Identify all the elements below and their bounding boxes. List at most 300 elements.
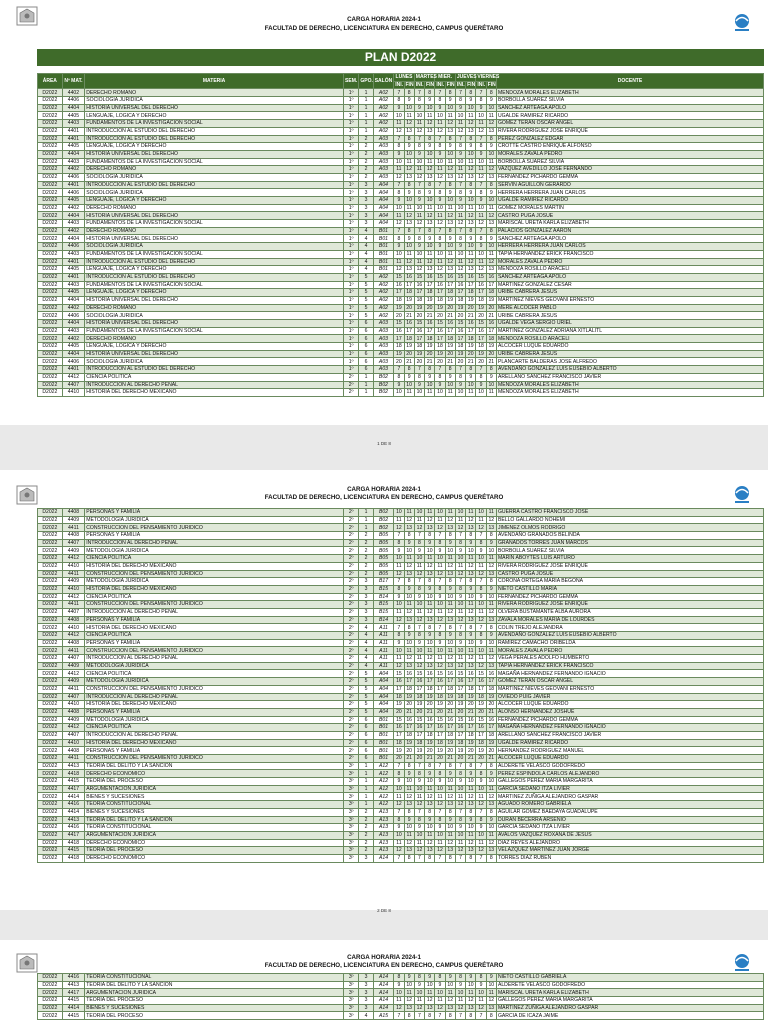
cell-salon: A13 <box>373 824 394 832</box>
cell-mar-fin: 8 <box>425 578 435 586</box>
cell-materia: DERECHO ROMANO <box>85 204 344 212</box>
schedule-table-page-1 <box>37 73 764 397</box>
cell-lun-fin: 11 <box>404 112 414 120</box>
cell-lun-fin: 12 <box>404 655 414 663</box>
col-docente: DOCENTE <box>496 74 763 89</box>
cell-sem: 2º <box>343 578 358 586</box>
cell-jue-ini: 18 <box>455 739 465 747</box>
cell-jue-ini: 15 <box>455 320 465 328</box>
cell-grp: 2 <box>359 166 373 174</box>
cell-mar-ini: 9 <box>414 243 424 251</box>
cell-lun-fin: 11 <box>404 647 414 655</box>
cell-lun-ini: 12 <box>394 220 404 228</box>
cell-sem: 1º <box>343 166 358 174</box>
cell-materia: INTRODUCCION AL ESTUDIO DEL DERECHO <box>85 273 344 281</box>
cell-jue-fin: 10 <box>466 639 476 647</box>
cell-docente: MARIN ABOYTES LUIS ARTURO <box>496 555 763 563</box>
cell-salon: A03 <box>373 158 394 166</box>
cell-grp: 1 <box>359 516 373 524</box>
cell-docente: OVIEDO PUIG JAVIER <box>496 693 763 701</box>
cell-lun-ini: 16 <box>394 678 404 686</box>
cell-materia: CONSTRUCCION DEL PENSAMIENTO JURIDICO <box>85 755 344 763</box>
cell-vie-ini: 8 <box>476 235 486 243</box>
table-row <box>38 685 764 693</box>
cell-vie-ini: 10 <box>476 509 486 517</box>
cell-vie-ini: 11 <box>476 793 486 801</box>
cell-lun-ini: 10 <box>394 204 404 212</box>
cell-grp: 6 <box>359 335 373 343</box>
cell-jue-ini: 19 <box>455 304 465 312</box>
cell-lun-fin: 12 <box>404 212 414 220</box>
cell-grp: 3 <box>359 974 373 982</box>
table-row <box>38 1012 764 1020</box>
cell-salon: A02 <box>373 112 394 120</box>
cell-mar-fin: 17 <box>425 327 435 335</box>
cell-lun-fin: 16 <box>404 273 414 281</box>
cell-salon: B02 <box>373 516 394 524</box>
cell-vie-ini: 15 <box>476 320 486 328</box>
cell-sem: 3º <box>343 824 358 832</box>
table-row <box>38 770 764 778</box>
cell-jue-ini: 17 <box>455 335 465 343</box>
cell-jue-fin: 17 <box>466 724 476 732</box>
cell-materia: LENGUAJE, LOGICA Y DERECHO <box>85 112 344 120</box>
cell-materia: FUNDAMENTOS DE LA INVESTIGACION SOCIAL <box>85 158 344 166</box>
cell-docente: HERNANDEZ RODRIGUEZ MANUEL <box>496 747 763 755</box>
cell-jue-fin: 18 <box>466 731 476 739</box>
cell-mie-fin: 19 <box>445 693 455 701</box>
cell-jue-ini: 7 <box>455 1012 465 1020</box>
cell-mar-ini: 8 <box>414 189 424 197</box>
cell-vie-fin: 12 <box>486 655 496 663</box>
table-row <box>38 350 764 358</box>
cell-salon: A03 <box>373 320 394 328</box>
cell-lun-ini: 19 <box>394 350 404 358</box>
cell-jue-fin: 10 <box>466 547 476 555</box>
cell-area: D2022 <box>38 97 63 105</box>
cell-salon: A14 <box>373 974 394 982</box>
cell-materia: ARGUMENTACION JURIDICA <box>85 785 344 793</box>
cell-mie-fin: 18 <box>445 289 455 297</box>
cell-mar-fin: 13 <box>425 1004 435 1012</box>
cell-grp: 2 <box>359 135 373 143</box>
cell-mie-ini: 11 <box>435 608 445 616</box>
cell-docente: FERNANDEZ PICHARDO GEMMA <box>496 716 763 724</box>
cell-lun-ini: 19 <box>394 701 404 709</box>
cell-jue-fin: 8 <box>466 366 476 374</box>
table-row <box>38 189 764 197</box>
cell-jue-ini: 11 <box>455 212 465 220</box>
table-row <box>38 304 764 312</box>
cell-jue-ini: 16 <box>455 724 465 732</box>
cell-sem: 1º <box>343 173 358 181</box>
cell-mar-fin: 21 <box>425 358 435 366</box>
cell-grp: 6 <box>359 358 373 366</box>
cell-docente: HERRERA HERRERA JUAN CARLOS <box>496 243 763 251</box>
cell-mar-ini: 15 <box>414 670 424 678</box>
cell-vie-fin: 19 <box>486 693 496 701</box>
cell-vie-ini: 9 <box>476 381 486 389</box>
cell-mar-ini: 17 <box>414 335 424 343</box>
cell-mar-fin: 10 <box>425 104 435 112</box>
cell-lun-ini: 7 <box>394 532 404 540</box>
cell-grp: 3 <box>359 212 373 220</box>
cell-mar-fin: 10 <box>425 381 435 389</box>
cell-mie-ini: 9 <box>435 104 445 112</box>
cell-mie-ini: 8 <box>435 143 445 151</box>
col-ini: INI. <box>477 81 486 88</box>
cell-mar-ini: 9 <box>414 824 424 832</box>
cell-jue-ini: 11 <box>455 258 465 266</box>
cell-vie-ini: 7 <box>476 578 486 586</box>
cell-vie-ini: 11 <box>476 258 486 266</box>
cell-lun-fin: 8 <box>404 762 414 770</box>
cell-lun-fin: 11 <box>404 509 414 517</box>
cell-materia: CIENCIA POLITICA <box>85 555 344 563</box>
cell-mar-fin: 10 <box>425 197 435 205</box>
cell-lun-fin: 19 <box>404 693 414 701</box>
cell-materia: LENGUAJE, LOGICA Y DERECHO <box>85 289 344 297</box>
cell-salon: A13 <box>373 831 394 839</box>
table-row <box>38 616 764 624</box>
table-row <box>38 670 764 678</box>
cell-jue-fin: 10 <box>466 197 476 205</box>
cell-mie-fin: 21 <box>445 312 455 320</box>
cell-lun-ini: 16 <box>394 724 404 732</box>
cell-jue-fin: 20 <box>466 701 476 709</box>
cell-mie-ini: 20 <box>435 312 445 320</box>
table-row <box>38 289 764 297</box>
cell-mar-ini: 7 <box>414 366 424 374</box>
cell-sem: 1º <box>343 227 358 235</box>
cell-materia: DERECHO ROMANO <box>85 335 344 343</box>
cell-nmat: 4401 <box>62 366 85 374</box>
cell-mar-ini: 11 <box>414 997 424 1005</box>
cell-grp: 1 <box>359 112 373 120</box>
cell-lun-fin: 17 <box>404 281 414 289</box>
cell-jue-fin: 12 <box>466 655 476 663</box>
cell-mar-fin: 8 <box>425 762 435 770</box>
cell-vie-ini: 7 <box>476 89 486 97</box>
cell-jue-fin: 10 <box>466 150 476 158</box>
cell-vie-fin: 8 <box>486 181 496 189</box>
cell-docente: MARISCAL URETA KARLA ELIZABETH <box>496 989 763 997</box>
cell-lun-fin: 11 <box>404 785 414 793</box>
cell-docente: PEREZ ESPINDOLA CARLOS ALEJANDRO <box>496 770 763 778</box>
cell-mie-ini: 12 <box>435 524 445 532</box>
cell-mie-fin: 11 <box>445 204 455 212</box>
cell-mie-ini: 10 <box>435 601 445 609</box>
cell-grp: 1 <box>359 524 373 532</box>
table-row <box>38 173 764 181</box>
cell-lun-fin: 9 <box>404 97 414 105</box>
cell-area: D2022 <box>38 358 63 366</box>
cell-jue-ini: 8 <box>455 235 465 243</box>
table-row <box>38 320 764 328</box>
cell-vie-ini: 10 <box>476 555 486 563</box>
cell-mar-ini: 20 <box>414 358 424 366</box>
cell-mar-ini: 12 <box>414 266 424 274</box>
cell-jue-fin: 18 <box>466 685 476 693</box>
cell-lun-fin: 8 <box>404 227 414 235</box>
table-row <box>38 120 764 128</box>
cell-jue-fin: 19 <box>466 296 476 304</box>
cell-vie-fin: 10 <box>486 824 496 832</box>
cell-mar-ini: 12 <box>414 662 424 670</box>
cell-vie-fin: 18 <box>486 335 496 343</box>
cell-sem: 1º <box>343 150 358 158</box>
cell-nmat: 4415 <box>62 778 85 786</box>
cell-lun-fin: 18 <box>404 289 414 297</box>
cell-docente: MARTINEZ NIEVES GEOVANI ERNESTO <box>496 685 763 693</box>
cell-jue-ini: 20 <box>455 358 465 366</box>
cell-materia: FUNDAMENTOS DE LA INVESTIGACION SOCIAL <box>85 281 344 289</box>
cell-mie-ini: 9 <box>435 981 445 989</box>
cell-nmat: 4404 <box>62 235 85 243</box>
cell-mar-fin: 21 <box>425 708 435 716</box>
table-row <box>38 624 764 632</box>
cell-mar-ini: 12 <box>414 173 424 181</box>
cell-jue-fin: 8 <box>466 532 476 540</box>
cell-mar-fin: 11 <box>425 989 435 997</box>
cell-sem: 1º <box>343 181 358 189</box>
cell-materia: TEORIA DEL DELITO Y LA SANCION <box>85 981 344 989</box>
cell-mie-ini: 10 <box>435 647 445 655</box>
cell-mar-ini: 12 <box>414 801 424 809</box>
cell-sem: 1º <box>343 243 358 251</box>
table-row <box>38 143 764 151</box>
cell-mar-fin: 11 <box>425 250 435 258</box>
cell-docente: URIBE CABRERA JESUS <box>496 312 763 320</box>
cell-jue-ini: 12 <box>455 801 465 809</box>
cell-salon: B17 <box>373 578 394 586</box>
cell-jue-ini: 10 <box>455 112 465 120</box>
cell-jue-ini: 10 <box>455 158 465 166</box>
cell-mar-ini: 9 <box>414 381 424 389</box>
cell-docente: NIETO CASTILLO MARIA <box>496 585 763 593</box>
cell-mie-fin: 17 <box>445 678 455 686</box>
cell-vie-ini: 18 <box>476 343 486 351</box>
cell-sem: 2º <box>343 532 358 540</box>
cell-area: D2022 <box>38 724 63 732</box>
cell-grp: 2 <box>359 831 373 839</box>
cell-vie-fin: 9 <box>486 235 496 243</box>
cell-nmat: 4402 <box>62 227 85 235</box>
cell-area: D2022 <box>38 127 63 135</box>
cell-nmat: 4411 <box>62 755 85 763</box>
cell-mie-fin: 21 <box>445 358 455 366</box>
cell-mar-fin: 17 <box>425 724 435 732</box>
table-row <box>38 578 764 586</box>
cell-mar-fin: 12 <box>425 608 435 616</box>
cell-grp: 2 <box>359 532 373 540</box>
cell-nmat: 4405 <box>62 143 85 151</box>
cell-sem: 2º <box>343 373 358 381</box>
col-area: ÁREA <box>38 74 63 89</box>
cell-docente: URIBE CABRERA JESUS <box>496 350 763 358</box>
col-viernes: VIERNES <box>477 74 500 81</box>
cell-mar-fin: 8 <box>425 624 435 632</box>
cell-lun-fin: 12 <box>404 120 414 128</box>
cell-area: D2022 <box>38 312 63 320</box>
cell-mar-fin: 9 <box>425 632 435 640</box>
cell-docente: RIVERA RODRIGUEZ JOSE ENRIQUE <box>496 127 763 135</box>
cell-lun-fin: 11 <box>404 158 414 166</box>
cell-mar-ini: 8 <box>414 974 424 982</box>
cell-lun-ini: 15 <box>394 320 404 328</box>
cell-lun-ini: 10 <box>394 112 404 120</box>
cell-nmat: 4412 <box>62 670 85 678</box>
cell-lun-fin: 9 <box>404 770 414 778</box>
cell-jue-ini: 15 <box>455 670 465 678</box>
cell-mar-ini: 8 <box>414 816 424 824</box>
cell-sem: 3º <box>343 1004 358 1012</box>
cell-materia: TEORIA DEL PROCESO <box>85 1012 344 1020</box>
cell-materia: CONSTRUCCION DEL PENSAMIENTO JURIDICO <box>85 647 344 655</box>
cell-grp: 3 <box>359 616 373 624</box>
cell-nmat: 4414 <box>62 1004 85 1012</box>
col-jueves: JUEVES <box>456 74 477 81</box>
document-page-1 <box>0 0 768 446</box>
cell-lun-fin: 10 <box>404 981 414 989</box>
cell-docente: ALONSO HERNANDEZ JOSHUE <box>496 708 763 716</box>
table-row <box>38 662 764 670</box>
cell-mie-fin: 10 <box>445 547 455 555</box>
cell-jue-ini: 7 <box>455 854 465 862</box>
cell-area: D2022 <box>38 839 63 847</box>
cell-docente: GARCIA SEDANO ITZA LIVIER <box>496 785 763 793</box>
cell-materia: INTRODUCCION AL DERECHO PENAL <box>85 655 344 663</box>
cell-lun-ini: 8 <box>394 770 404 778</box>
cell-lun-fin: 10 <box>404 243 414 251</box>
cell-sem: 1º <box>343 258 358 266</box>
cell-vie-fin: 8 <box>486 762 496 770</box>
cell-jue-fin: 19 <box>466 739 476 747</box>
cell-area: D2022 <box>38 739 63 747</box>
cell-vie-fin: 13 <box>486 570 496 578</box>
cell-area: D2022 <box>38 670 63 678</box>
cell-materia: DERECHO ECONOMICO <box>85 854 344 862</box>
cell-area: D2022 <box>38 150 63 158</box>
cell-docente: CASTRO PUGA JOSUE <box>496 570 763 578</box>
cell-sem: 2º <box>343 755 358 763</box>
cell-vie-fin: 21 <box>486 358 496 366</box>
cell-mie-fin: 9 <box>445 539 455 547</box>
document-page-3 <box>0 940 768 1024</box>
cell-vie-ini: 9 <box>476 104 486 112</box>
cell-salon: B14 <box>373 616 394 624</box>
cell-mie-fin: 12 <box>445 839 455 847</box>
cell-vie-fin: 13 <box>486 266 496 274</box>
cell-vie-ini: 17 <box>476 685 486 693</box>
cell-area: D2022 <box>38 327 63 335</box>
cell-vie-fin: 13 <box>486 847 496 855</box>
cell-vie-ini: 10 <box>476 158 486 166</box>
cell-mie-ini: 8 <box>435 585 445 593</box>
cell-mar-ini: 15 <box>414 273 424 281</box>
cell-vie-ini: 10 <box>476 250 486 258</box>
cell-grp: 2 <box>359 555 373 563</box>
cell-jue-ini: 8 <box>455 189 465 197</box>
cell-lun-fin: 9 <box>404 632 414 640</box>
cell-docente: DURAN BECERRA ARSENIO <box>496 816 763 824</box>
cell-vie-ini: 19 <box>476 747 486 755</box>
cell-mie-fin: 13 <box>445 127 455 135</box>
cell-lun-ini: 11 <box>394 212 404 220</box>
cell-area: D2022 <box>38 189 63 197</box>
cell-nmat: 4408 <box>62 747 85 755</box>
cell-lun-ini: 19 <box>394 304 404 312</box>
cell-grp: 2 <box>359 150 373 158</box>
cell-sem: 2º <box>343 662 358 670</box>
cell-materia: HISTORIA DEL DERECHO MEXICANO <box>85 389 344 397</box>
cell-nmat: 4403 <box>62 250 85 258</box>
cell-vie-fin: 16 <box>486 716 496 724</box>
cell-nmat: 4406 <box>62 173 85 181</box>
cell-lun-ini: 9 <box>394 150 404 158</box>
cell-lun-ini: 12 <box>394 662 404 670</box>
cell-jue-ini: 7 <box>455 227 465 235</box>
cell-mar-ini: 11 <box>414 562 424 570</box>
cell-mie-ini: 20 <box>435 358 445 366</box>
cell-mie-ini: 11 <box>435 516 445 524</box>
cell-mar-ini: 11 <box>414 655 424 663</box>
cell-vie-ini: 7 <box>476 181 486 189</box>
cell-mie-fin: 8 <box>445 366 455 374</box>
cell-nmat: 4414 <box>62 808 85 816</box>
cell-vie-fin: 8 <box>486 89 496 97</box>
cell-mar-ini: 8 <box>414 373 424 381</box>
cell-vie-fin: 9 <box>486 816 496 824</box>
cell-grp: 3 <box>359 197 373 205</box>
cell-materia: HISTORIA UNIVERSAL DEL DERECHO <box>85 296 344 304</box>
cell-materia: SOCIOLOGIA JURIDICA <box>85 97 344 105</box>
cell-mar-fin: 9 <box>425 770 435 778</box>
cell-mie-fin: 8 <box>445 135 455 143</box>
cell-jue-ini: 11 <box>455 839 465 847</box>
cell-materia: INTRODUCCION AL ESTUDIO DEL DERECHO <box>85 366 344 374</box>
cell-jue-fin: 10 <box>466 593 476 601</box>
cell-vie-fin: 20 <box>486 747 496 755</box>
cell-mie-ini: 7 <box>435 227 445 235</box>
cell-vie-fin: 11 <box>486 250 496 258</box>
cell-mar-fin: 10 <box>425 639 435 647</box>
cell-vie-ini: 15 <box>476 670 486 678</box>
cell-docente: OLVERA BUSTAMANTE ALBA AURORA <box>496 608 763 616</box>
col-fin: FIN <box>405 81 414 88</box>
cell-nmat: 4408 <box>62 708 85 716</box>
cell-docente: GARCIA SEDANO ITZA LIVIER <box>496 824 763 832</box>
cell-mie-fin: 11 <box>445 647 455 655</box>
cell-mie-fin: 11 <box>445 601 455 609</box>
cell-lun-ini: 10 <box>394 250 404 258</box>
cell-nmat: 4404 <box>62 296 85 304</box>
cell-jue-fin: 11 <box>466 601 476 609</box>
cell-nmat: 4402 <box>62 166 85 174</box>
cell-mie-fin: 12 <box>445 608 455 616</box>
cell-mie-fin: 9 <box>445 816 455 824</box>
cell-mar-fin: 13 <box>425 616 435 624</box>
table-row <box>38 678 764 686</box>
cell-lun-ini: 7 <box>394 854 404 862</box>
cell-materia: PERSONAS Y FAMILIA <box>85 509 344 517</box>
cell-mar-fin: 12 <box>425 258 435 266</box>
cell-salon: B01 <box>373 724 394 732</box>
cell-mar-fin: 20 <box>425 350 435 358</box>
cell-area: D2022 <box>38 555 63 563</box>
cell-docente: COLIN TREJO ALEJANDRA <box>496 624 763 632</box>
cell-nmat: 4408 <box>62 509 85 517</box>
